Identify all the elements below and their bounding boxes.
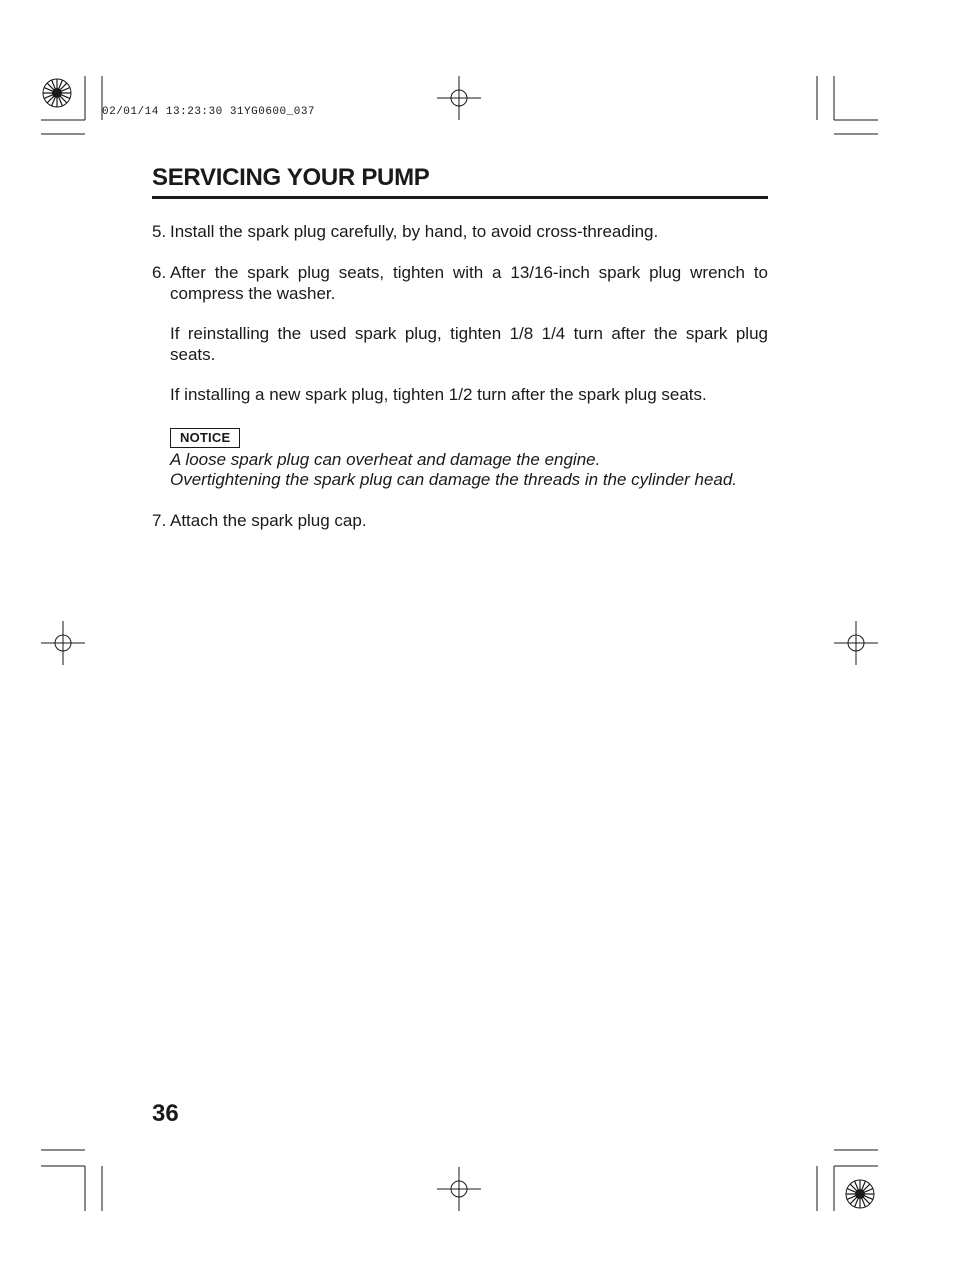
registration-crosshair-right [834,621,878,665]
step-note-new-plug: If installing a new spark plug, tighten 1/2 turn after the spark plug seats. [170,385,707,404]
step-note-used-plug: If reinstalling the used spark plug, tighten 1/8 1/4 turn after the spark plug seats. [170,324,768,364]
notice-line: A loose spark plug can overheat and damage the engine. [170,449,601,469]
step-6 [152,263,768,304]
notice-block [170,427,768,491]
step-7 [152,511,768,532]
instructions-body [152,222,768,532]
notice-line: Overtightening the spark plug can damage the threads in the cylinder head. [170,470,738,489]
print-timestamp: 02/01/14 13:23:30 31YG0600_037 [102,106,316,118]
notice-label: NOTICE [170,428,240,448]
starburst-target-bottom-right [846,1180,874,1208]
registration-crosshair-top [437,76,481,120]
section-title: SERVICING YOUR PUMP [152,164,768,199]
page-number: 36 [152,1100,179,1127]
registration-crosshair-bottom [437,1167,481,1211]
step-number: 6. [152,263,167,282]
step-5 [152,222,768,243]
step-text: After the spark plug seats, tighten with a 13/16-inch spark plug wrench to compress the washer. [170,263,768,303]
registration-crosshair-left [41,621,85,665]
step-number: 7. [152,511,167,530]
step-number: 5. [152,222,167,241]
notice-text [170,450,768,491]
starburst-target-top-left [43,79,71,107]
step-text: Attach the spark plug cap. [170,511,367,530]
step-text: Install the spark plug carefully, by hand, to avoid cross-threading. [170,222,659,241]
